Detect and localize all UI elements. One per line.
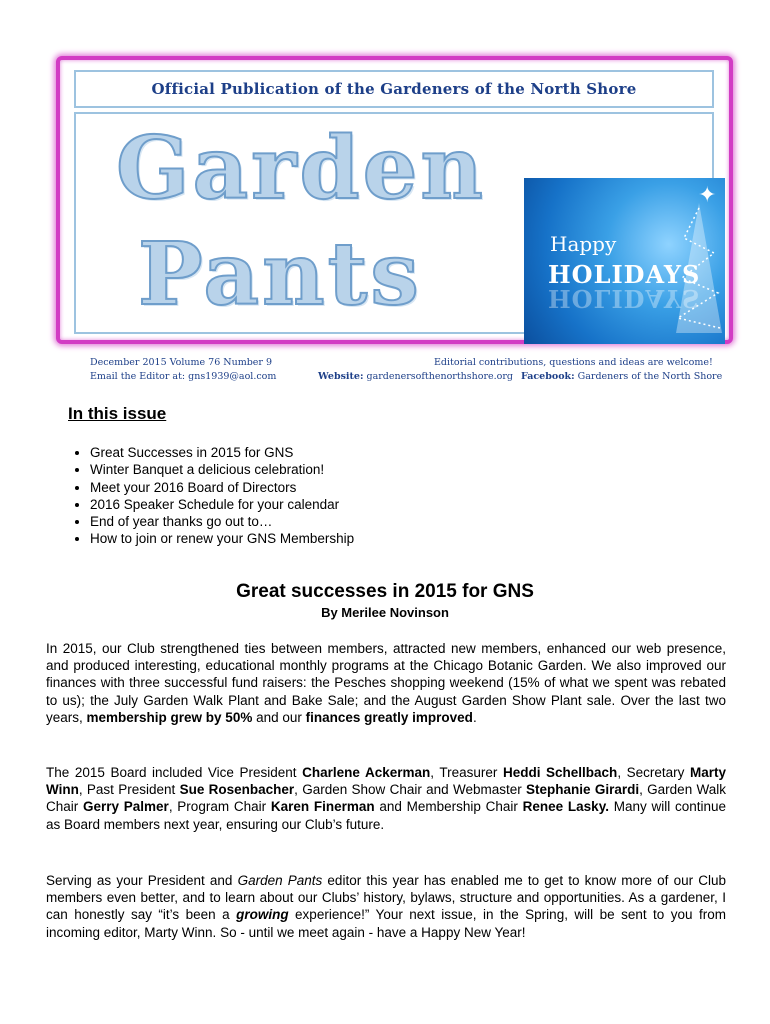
issue-item: • How to join or renew your GNS Membership [90, 530, 354, 547]
italic-text: Garden Pants [237, 873, 323, 888]
issue-item: • End of year thanks go out to… [90, 513, 354, 530]
article-paragraph-1 [46, 640, 726, 726]
board-member-name: Renee Lasky. [522, 799, 609, 815]
newsletter-title-garden: Garden [116, 118, 486, 219]
email-label: Email the Editor at: [90, 371, 186, 382]
text: and our [252, 709, 306, 725]
article-byline: By Merilee Novinson [321, 605, 449, 620]
text: , Treasurer [430, 765, 503, 780]
star-icon: ✦ [698, 182, 717, 207]
facebook-line [521, 371, 722, 382]
text: editor this year has enabled me to get to know more of our Club members even better, and to learn about our Clubs’ history, bylaws, structure and opportunities. As a gardener, I can honestly say “it’s been a [46, 873, 726, 923]
text: and Membership Chair [374, 799, 523, 815]
in-this-issue-heading: In this issue [68, 404, 167, 423]
issue-item: • 2016 Speaker Schedule for your calendar [90, 496, 354, 513]
issue-item: • Winter Banquet a delicious celebration! [90, 461, 354, 478]
text: . [472, 709, 477, 725]
board-member-name: Marty Winn [46, 765, 727, 798]
issue-item: • Meet your 2016 Board of Directors [90, 479, 354, 496]
happy-holidays-image [524, 178, 725, 344]
issue-item: • Great Successes in 2015 for GNS [90, 444, 354, 461]
masthead [56, 56, 733, 344]
holiday-holidays-text: HOLIDAYS [548, 260, 701, 289]
text: , Program Chair [168, 799, 271, 815]
board-member-name: Stephanie Girardi [526, 782, 640, 798]
article-paragraph-2 [46, 764, 726, 833]
board-member-name: Sue Rosenbacher [179, 782, 295, 798]
bold-italic-text: growing [236, 907, 289, 923]
contributions-note: Editorial contributions, questions and ideas are welcome! [434, 357, 713, 368]
text: , Past President [78, 782, 180, 798]
issue-info: December 2015 Volume 76 Number 9 [90, 357, 273, 368]
website-line [318, 371, 513, 382]
board-member-name: Gerry Palmer [83, 799, 169, 815]
title-box [74, 112, 717, 334]
publication-line-box [74, 70, 714, 108]
website-label: Website: [318, 371, 364, 382]
text: , Garden Show Chair and Webmaster [294, 782, 527, 798]
publication-line: Official Publication of the Gardeners of the North Shore [151, 80, 637, 98]
facebook-label: Facebook: [521, 371, 575, 382]
website-link[interactable]: gardenersofthenorthshore.org [366, 371, 514, 382]
board-member-name: Charlene Ackerman [302, 765, 431, 780]
text: In 2015, our Club strengthened ties between members, attracted new members, enhanced our web presence, and produced interesting, educational monthly programs at the Chicago Botanic Garden. We also improved our finances with three successful fund raisers: the Pesches shopping weekend (15% of what we spent was rebated to us); the July Garden Walk Plant and Bake Sale; and the August Garden Show Plant sale. Over the last two years, [46, 641, 726, 725]
email-line [90, 371, 276, 382]
newsletter-title-pants: Pants [138, 224, 422, 325]
board-member-name: Heddi Schellbach [502, 765, 618, 780]
text: The 2015 Board included Vice President [46, 765, 303, 780]
article-paragraph-3 [46, 872, 726, 941]
article-title: Great successes in 2015 for GNS [236, 581, 534, 602]
in-this-issue-list [70, 444, 354, 548]
holiday-reflection: HOLIDAYS [548, 284, 701, 313]
bold-text: membership grew by 50% [86, 709, 253, 725]
text: experience!” Your next issue, in the Spring, will be sent to you from incoming editor, Marty Winn. So - until we meet again - have a Happy New Year! [46, 907, 726, 940]
text: Serving as your President and [46, 873, 238, 888]
text: , Garden Walk Chair [46, 782, 726, 815]
text: Many will continue as Board members next year, ensuring our Club’s future. [46, 799, 726, 832]
board-member-name: Karen Finerman [270, 799, 375, 815]
holiday-happy-text: Happy [550, 232, 617, 256]
text: , Secretary [617, 765, 690, 780]
bold-text: finances greatly improved [305, 709, 473, 725]
facebook-link[interactable]: Gardeners of the North Shore [577, 371, 723, 382]
email-link[interactable]: gns1939@aol.com [188, 371, 277, 382]
